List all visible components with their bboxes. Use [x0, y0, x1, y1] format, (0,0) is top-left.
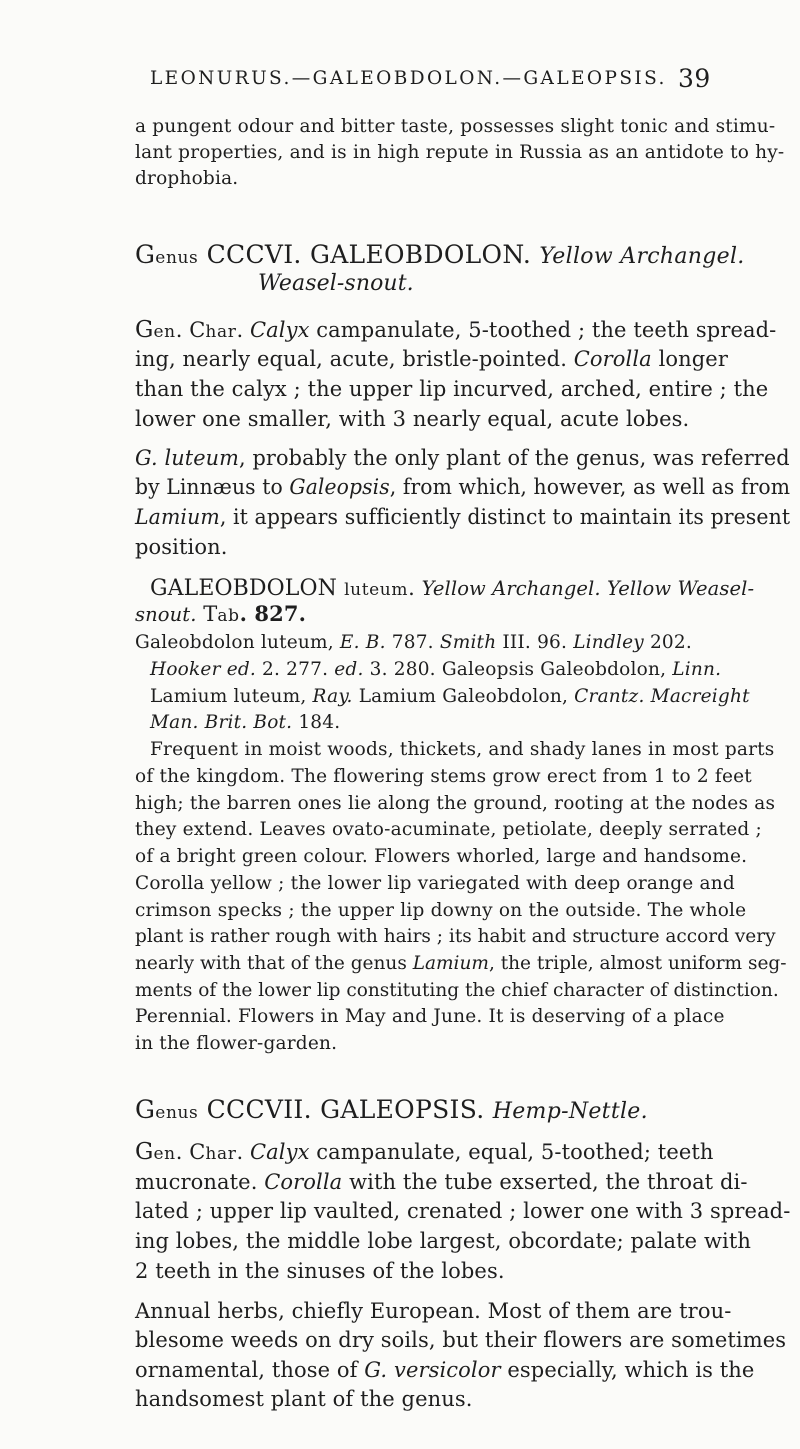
genus-note-line: by Linnæus to Galeopsis, from which, however, as well as from — [135, 475, 791, 500]
description-line: of the kingdom. The flowering stems grow erect from 1 to 2 feet — [135, 765, 752, 787]
genus-note-line: Annual herbs, chiefly European. Most of them are trou- — [135, 1298, 732, 1323]
synonymy-line: Lamium luteum, Ray. Lamium Galeobdolon, Crantz. Macreight — [150, 685, 750, 707]
description-line: of a bright green colour. Flowers whorled, large and handsome. — [135, 846, 748, 868]
page-number: 39 — [678, 64, 711, 93]
species-heading-cont: snout. Tab. 827. — [135, 601, 306, 627]
genus-note-line: ornamental, those of G. versicolor especially, which is the — [135, 1357, 755, 1382]
generic-character-line: than the calyx ; the upper lip incurved, arched, entire ; the — [135, 377, 769, 402]
generic-character-line: lated ; upper lip vaulted, crenated ; lower one with 3 spread- — [135, 1199, 791, 1224]
generic-character-line: Gen. Char. Calyx campanulate, 5-toothed ; the teeth spread- — [135, 316, 777, 343]
intro-line: drophobia. — [135, 167, 239, 189]
plate-number: . 827. — [239, 601, 306, 627]
genus-note-line: Lamium, it appears sufficiently distinct to maintain its present — [135, 505, 791, 530]
genus-heading-307: Genus CCCVII. GALEOPSIS. Hemp-Nettle. — [135, 1095, 648, 1125]
description-line: nearly with that of the genus Lamium, the triple, almost uniform seg- — [135, 952, 787, 974]
description-line: in the flower-garden. — [135, 1033, 338, 1055]
synonymy-line: Hooker ed. 2. 277. ed. 3. 280. Galeopsis Galeobdolon, Linn. — [150, 658, 722, 680]
species-heading: GALEOBDOLON luteum. Yellow Archangel. Yellow Weasel- — [150, 575, 755, 601]
description-line: ments of the lower lip constituting the chief character of distinction. — [135, 979, 779, 1001]
genus-common-name-cont: Weasel-snout. — [258, 271, 414, 297]
synonymy-line: Galeobdolon luteum, E. B. 787. Smith III. 96. Lindley 202. — [135, 632, 692, 654]
common-names: Yellow Archangel. — [539, 244, 745, 270]
intro-line: a pungent odour and bitter taste, possesses slight tonic and stimu- — [135, 116, 776, 138]
description-line: Corolla yellow ; the lower lip variegated with deep orange and — [135, 872, 735, 894]
generic-character-line: lower one smaller, with 3 nearly equal, acute lobes. — [135, 406, 690, 431]
description-line: crimson specks ; the upper lip downy on the outside. The whole — [135, 899, 747, 921]
description-line: high; the barren ones lie along the ground, rooting at the nodes as — [135, 792, 776, 814]
generic-character-line: mucronate. Corolla with the tube exserted, the throat di- — [135, 1169, 748, 1194]
genus-name: GALEOPSIS. — [320, 1095, 493, 1125]
genus-note-line: position. — [135, 534, 228, 559]
genus-heading-306: Genus CCCVI. GALEOBDOLON. Yellow Archangel. — [135, 240, 745, 270]
genus-name: GALEOBDOLON. — [309, 240, 540, 270]
genus-note-line: blesome weeds on dry soils, but their flowers are sometimes — [135, 1328, 787, 1353]
generic-character-line: ing, nearly equal, acute, bristle-pointed. Corolla longer — [135, 347, 728, 372]
common-name: Hemp-Nettle. — [492, 1099, 648, 1125]
intro-line: lant properties, and is in high repute in Russia as an antidote to hy- — [135, 142, 785, 164]
description-line: Perennial. Flowers in May and June. It is deserving of a place — [135, 1006, 725, 1028]
description-line: plant is rather rough with hairs ; its habit and structure accord very — [135, 926, 776, 948]
generic-character-line: 2 teeth in the sinuses of the lobes. — [135, 1258, 505, 1283]
genus-note-line: G. luteum, probably the only plant of the genus, was referred — [135, 445, 790, 470]
generic-character-line: ing lobes, the middle lobe largest, obcordate; palate with — [135, 1228, 752, 1253]
description-line: Frequent in moist woods, thickets, and shady lanes in most parts — [150, 739, 775, 761]
running-title: LEONURUS.—GALEOBDOLON.—GALEOPSIS. — [150, 68, 667, 89]
generic-character-line: Gen. Char. Calyx campanulate, equal, 5-toothed; teeth — [135, 1139, 714, 1166]
synonymy-line: Man. Brit. Bot. 184. — [150, 712, 341, 734]
description-line: they extend. Leaves ovato-acuminate, petiolate, deeply serrated ; — [135, 819, 762, 841]
genus-note-line: handsomest plant of the genus. — [135, 1387, 473, 1412]
